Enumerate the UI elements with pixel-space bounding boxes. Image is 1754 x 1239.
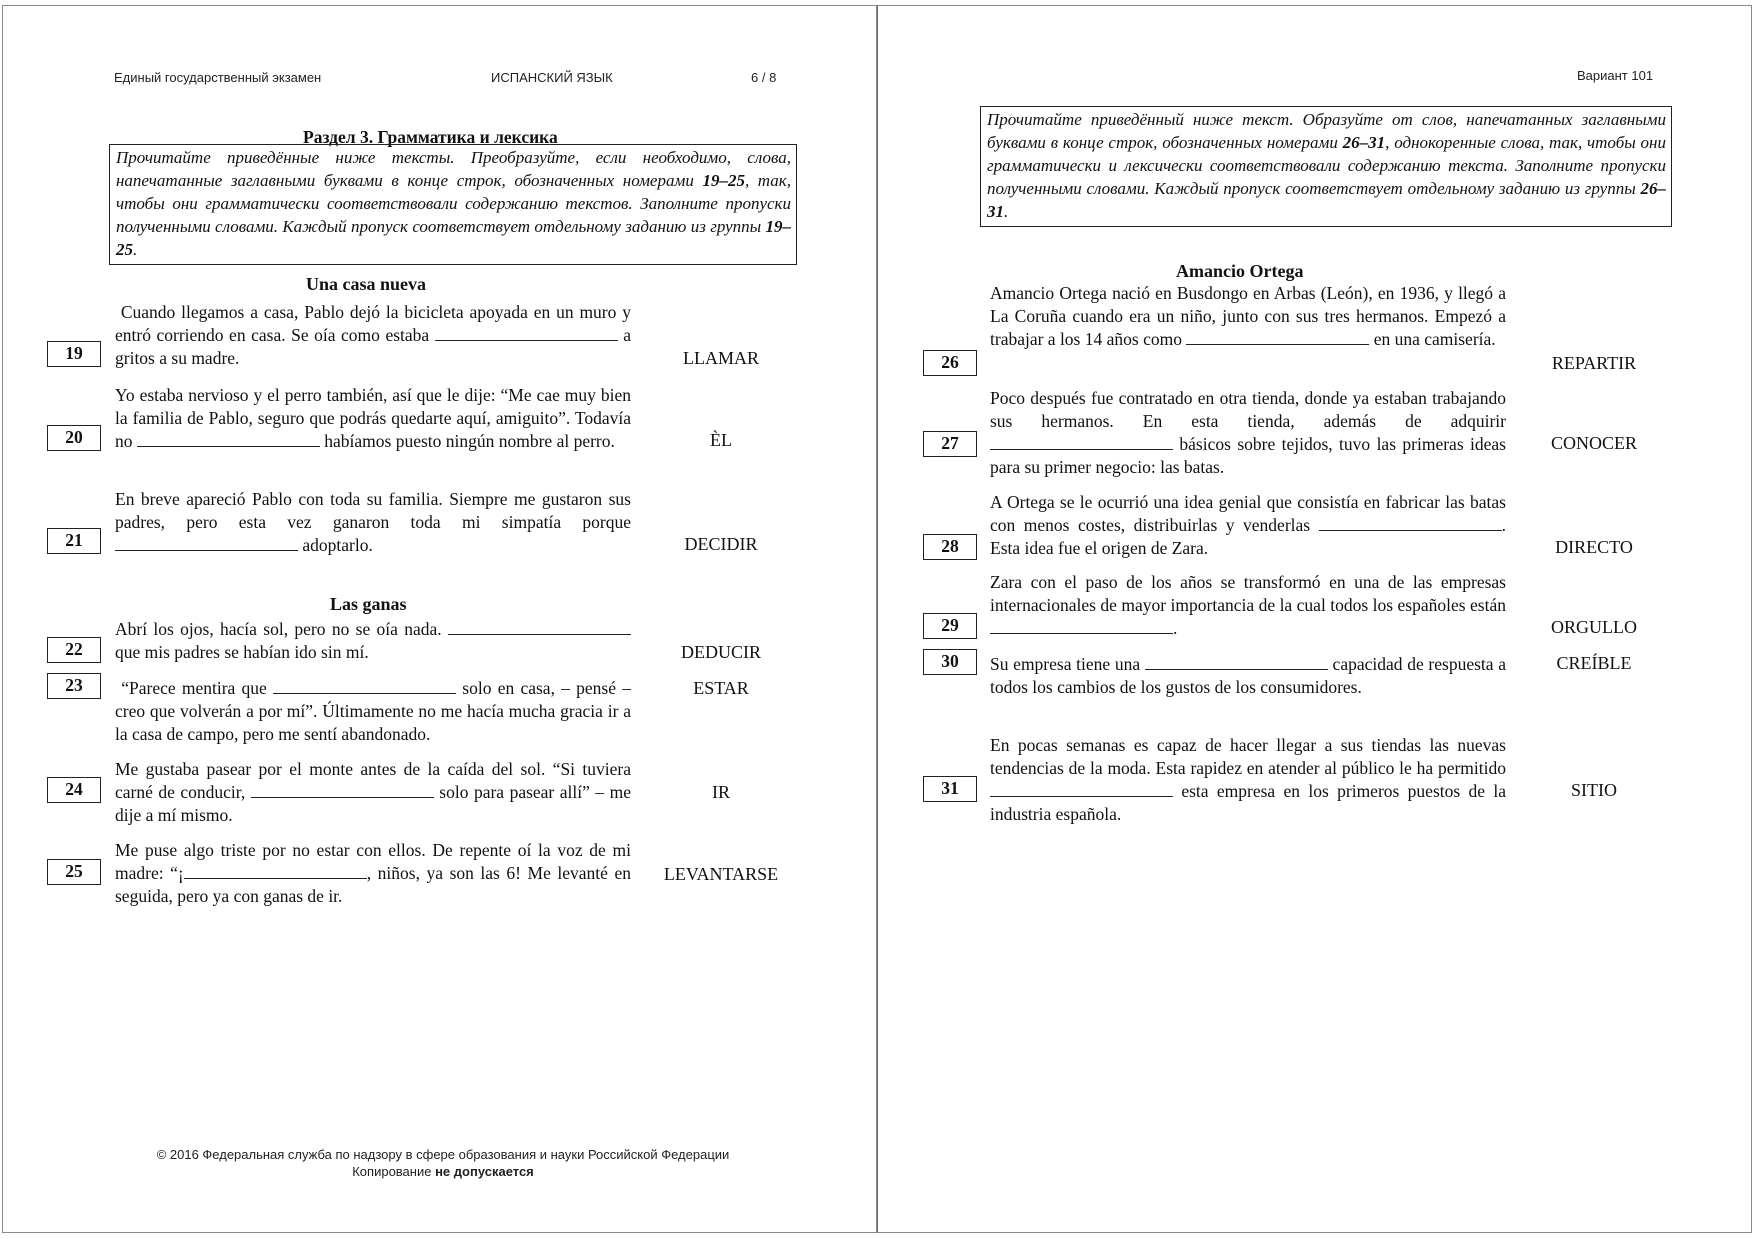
text-part: En breve apareció Pablo con toda su familia. Siempre me gustaron sus padres, pero esta vez ganaron toda mi simpatía porque xyxy=(115,489,631,532)
text-part: Abrí los ojos, hacía sol, pero no se oía nada. xyxy=(115,619,448,639)
item-number-27: 27 xyxy=(923,431,977,457)
answer-blank-29[interactable] xyxy=(990,619,1173,634)
instruction-text: Прочитайте приведённые ниже тексты. Преобразуйте, если необходимо, слова, напечатанные заглавными буквами в конце строк, обозначенных номерами xyxy=(116,148,791,190)
variant-header: Вариант 101 xyxy=(1577,68,1654,83)
keyword-28: DIRECTO xyxy=(1555,537,1633,557)
item-number-28: 28 xyxy=(923,534,977,560)
text-part: en una camisería. xyxy=(1369,329,1496,349)
text-part: Poco después fue contratado en otra tienda, donde ya estaban trabajando sus hermanos. En esta tienda, además de adquirir xyxy=(990,388,1506,431)
item-text-19 xyxy=(115,301,631,370)
text-part: Su empresa tiene una xyxy=(990,654,1145,674)
text-part: En pocas semanas es capaz de hacer llegar a sus tiendas las nuevas tendencias de la moda. Esta rapidez en atender al público le ha permitido xyxy=(990,735,1506,778)
copyright-footer xyxy=(103,1146,783,1180)
page-number: 6 / 8 xyxy=(751,70,777,85)
text-part: Me puse algo triste por no estar con ellos. De repente oí la voz de mi madre: “¡ xyxy=(115,840,631,883)
text-title-las-ganas: Las ganas xyxy=(330,594,407,614)
instruction-text: , так, чтобы они грамматически соответствовали содержанию текстов. Заполните пропуски полученными словами. Каждый пропуск соответствует отдельному заданию из группы xyxy=(116,171,791,236)
text-part: A Ortega se le ocurrió una idea genial que consistía en fabricar las batas con menos costes, distribuirlas y venderlas xyxy=(990,492,1506,535)
answer-blank-23[interactable] xyxy=(273,679,456,694)
instruction-text: . xyxy=(133,240,138,259)
item-number-24: 24 xyxy=(47,777,101,803)
item-text-21 xyxy=(115,488,631,557)
text-part: “Parece mentira que xyxy=(115,678,274,698)
text-part: habíamos puesto ningún nombre al perro. xyxy=(319,431,615,451)
text-part: básicos sobre tejidos, tuvo las primeras ideas para su primer negocio: las batas. xyxy=(990,434,1506,477)
item-text-29 xyxy=(990,571,1506,640)
answer-blank-28[interactable] xyxy=(1319,516,1502,531)
text-title-una-casa-nueva: Una casa nueva xyxy=(306,274,427,294)
text-part: solo para pasear allí” – me dije a mí mismo. xyxy=(115,782,632,825)
item-number-29: 29 xyxy=(923,613,977,639)
copy-notice-bold: не допускается xyxy=(435,1164,534,1179)
answer-blank-21[interactable] xyxy=(115,536,298,551)
keyword-27: CONOCER xyxy=(1550,433,1637,453)
text-part: a gritos a su madre. xyxy=(115,325,631,368)
answer-blank-31[interactable] xyxy=(990,782,1173,797)
left-page xyxy=(2,5,877,1233)
instruction-range: 19–25 xyxy=(702,171,745,190)
text-part: capacidad de respuesta a todos los cambios de los gustos de los consumidores. xyxy=(990,654,1506,697)
answer-blank-19[interactable] xyxy=(435,326,618,341)
text-part: que mis padres se habían ido sin mí. xyxy=(115,642,369,662)
item-number-19: 19 xyxy=(47,341,101,367)
text-part: solo en casa, – pensé – creo que volverán a por mí”. Últimamente no me hacía mucha gracia ir a la casa de campo, pero me sentí abandonado. xyxy=(115,678,631,744)
text-part: Amancio Ortega nació en Busdongo en Arbas (León), en 1936, y llegó a La Coruña cuando era un niño, junto con sus tres hermanos. Empezó a trabajar a los 14 años como xyxy=(990,283,1506,349)
answer-blank-26[interactable] xyxy=(1186,330,1369,345)
keyword-26: REPARTIR xyxy=(1551,353,1637,373)
item-number-25: 25 xyxy=(47,859,101,885)
exam-header: Единый государственный экзамен xyxy=(114,70,322,85)
text-part: adoptarlo. xyxy=(298,535,373,555)
text-part: . Esta idea fue el origen de Zara. xyxy=(990,515,1506,558)
item-text-23 xyxy=(115,677,631,746)
instruction-box xyxy=(109,144,797,265)
right-page xyxy=(877,5,1752,1233)
instruction-range: 26–31 xyxy=(1342,133,1386,152)
keyword-23: ESTAR xyxy=(693,678,749,698)
item-number-20: 20 xyxy=(47,425,101,451)
item-number-26: 26 xyxy=(923,350,977,376)
item-number-22: 22 xyxy=(47,637,101,663)
keyword-22: DEDUCIR xyxy=(681,642,761,662)
item-number-21: 21 xyxy=(47,528,101,554)
keyword-21: DECIDIR xyxy=(684,534,758,554)
item-text-20 xyxy=(115,384,631,453)
keyword-29: ORGULLO xyxy=(1551,617,1637,637)
item-text-30 xyxy=(990,653,1506,699)
answer-blank-27[interactable] xyxy=(990,435,1173,450)
item-number-23: 23 xyxy=(47,673,101,699)
answer-blank-20[interactable] xyxy=(137,432,320,447)
item-text-24 xyxy=(115,758,631,827)
answer-blank-24[interactable] xyxy=(251,783,434,798)
text-part: esta empresa en los primeros puestos de la industria española. xyxy=(990,781,1506,824)
answer-blank-30[interactable] xyxy=(1145,655,1328,670)
text-title-amancio-ortega: Amancio Ortega xyxy=(1176,261,1304,281)
item-text-22 xyxy=(115,618,631,664)
instruction-text: Прочитайте приведённый ниже текст. Образуйте от слов, напечатанных заглавными буквами в конце строк, обозначенных номерами xyxy=(987,110,1666,152)
keyword-19: LLAMAR xyxy=(683,348,759,368)
item-text-25 xyxy=(115,839,631,908)
keyword-24: IR xyxy=(712,782,730,802)
instruction-box xyxy=(980,106,1672,227)
copy-notice-text: Копирование xyxy=(352,1164,436,1179)
instruction-text: . xyxy=(1004,202,1009,221)
item-text-28 xyxy=(990,491,1506,560)
instruction-text: , однокоренные слова, так, чтобы они грамматически и лексически соответствовали содержанию текста. Заполните пропуски полученными словами. Каждый пропуск соответствует отдельному заданию из группы xyxy=(987,133,1666,198)
instruction-range: 26–31 xyxy=(987,179,1666,221)
item-text-27 xyxy=(990,387,1506,479)
item-text-26 xyxy=(990,282,1506,351)
subject-header: ИСПАНСКИЙ ЯЗЫК xyxy=(491,70,613,85)
text-part: , niños, ya son las 6! Me levanté en seguida, pero ya con ganas de ir. xyxy=(115,863,631,906)
answer-blank-25[interactable] xyxy=(184,864,367,879)
text-part: Yo estaba nervioso y el perro también, así que le dije: “Me cae muy bien la familia de Pablo, seguro que podrás quedarte aquí, amiguito”. Todavía no xyxy=(115,385,631,451)
item-number-30: 30 xyxy=(923,649,977,675)
keyword-20: ÈL xyxy=(710,430,732,450)
section-title: Раздел 3. Грамматика и лексика xyxy=(303,127,558,147)
copyright-line: © 2016 Федеральная служба по надзору в сфере образования и науки Российской Федерации xyxy=(156,1147,730,1162)
copy-notice xyxy=(103,1163,783,1180)
item-number-31: 31 xyxy=(923,776,977,802)
text-part: Cuando llegamos a casa, Pablo dejó la bicicleta apoyada en un muro y entró corriendo en casa. Se oía como estaba xyxy=(115,302,631,345)
text-part: . xyxy=(1173,618,1178,638)
keyword-30: CREÍBLE xyxy=(1556,653,1632,673)
instruction-range: 19–25 xyxy=(116,217,791,259)
text-part: Zara con el paso de los años se transformó en una de las empresas internacionales de mayor importancia de la cual todos los españoles están xyxy=(990,572,1506,615)
text-part: Me gustaba pasear por el monte antes de la caída del sol. “Si tuviera carné de conducir, xyxy=(115,759,631,802)
keyword-31: SITIO xyxy=(1571,780,1617,800)
item-text-31 xyxy=(990,734,1506,826)
keyword-25: LEVANTARSE xyxy=(663,864,779,884)
answer-blank-22[interactable] xyxy=(448,620,631,635)
